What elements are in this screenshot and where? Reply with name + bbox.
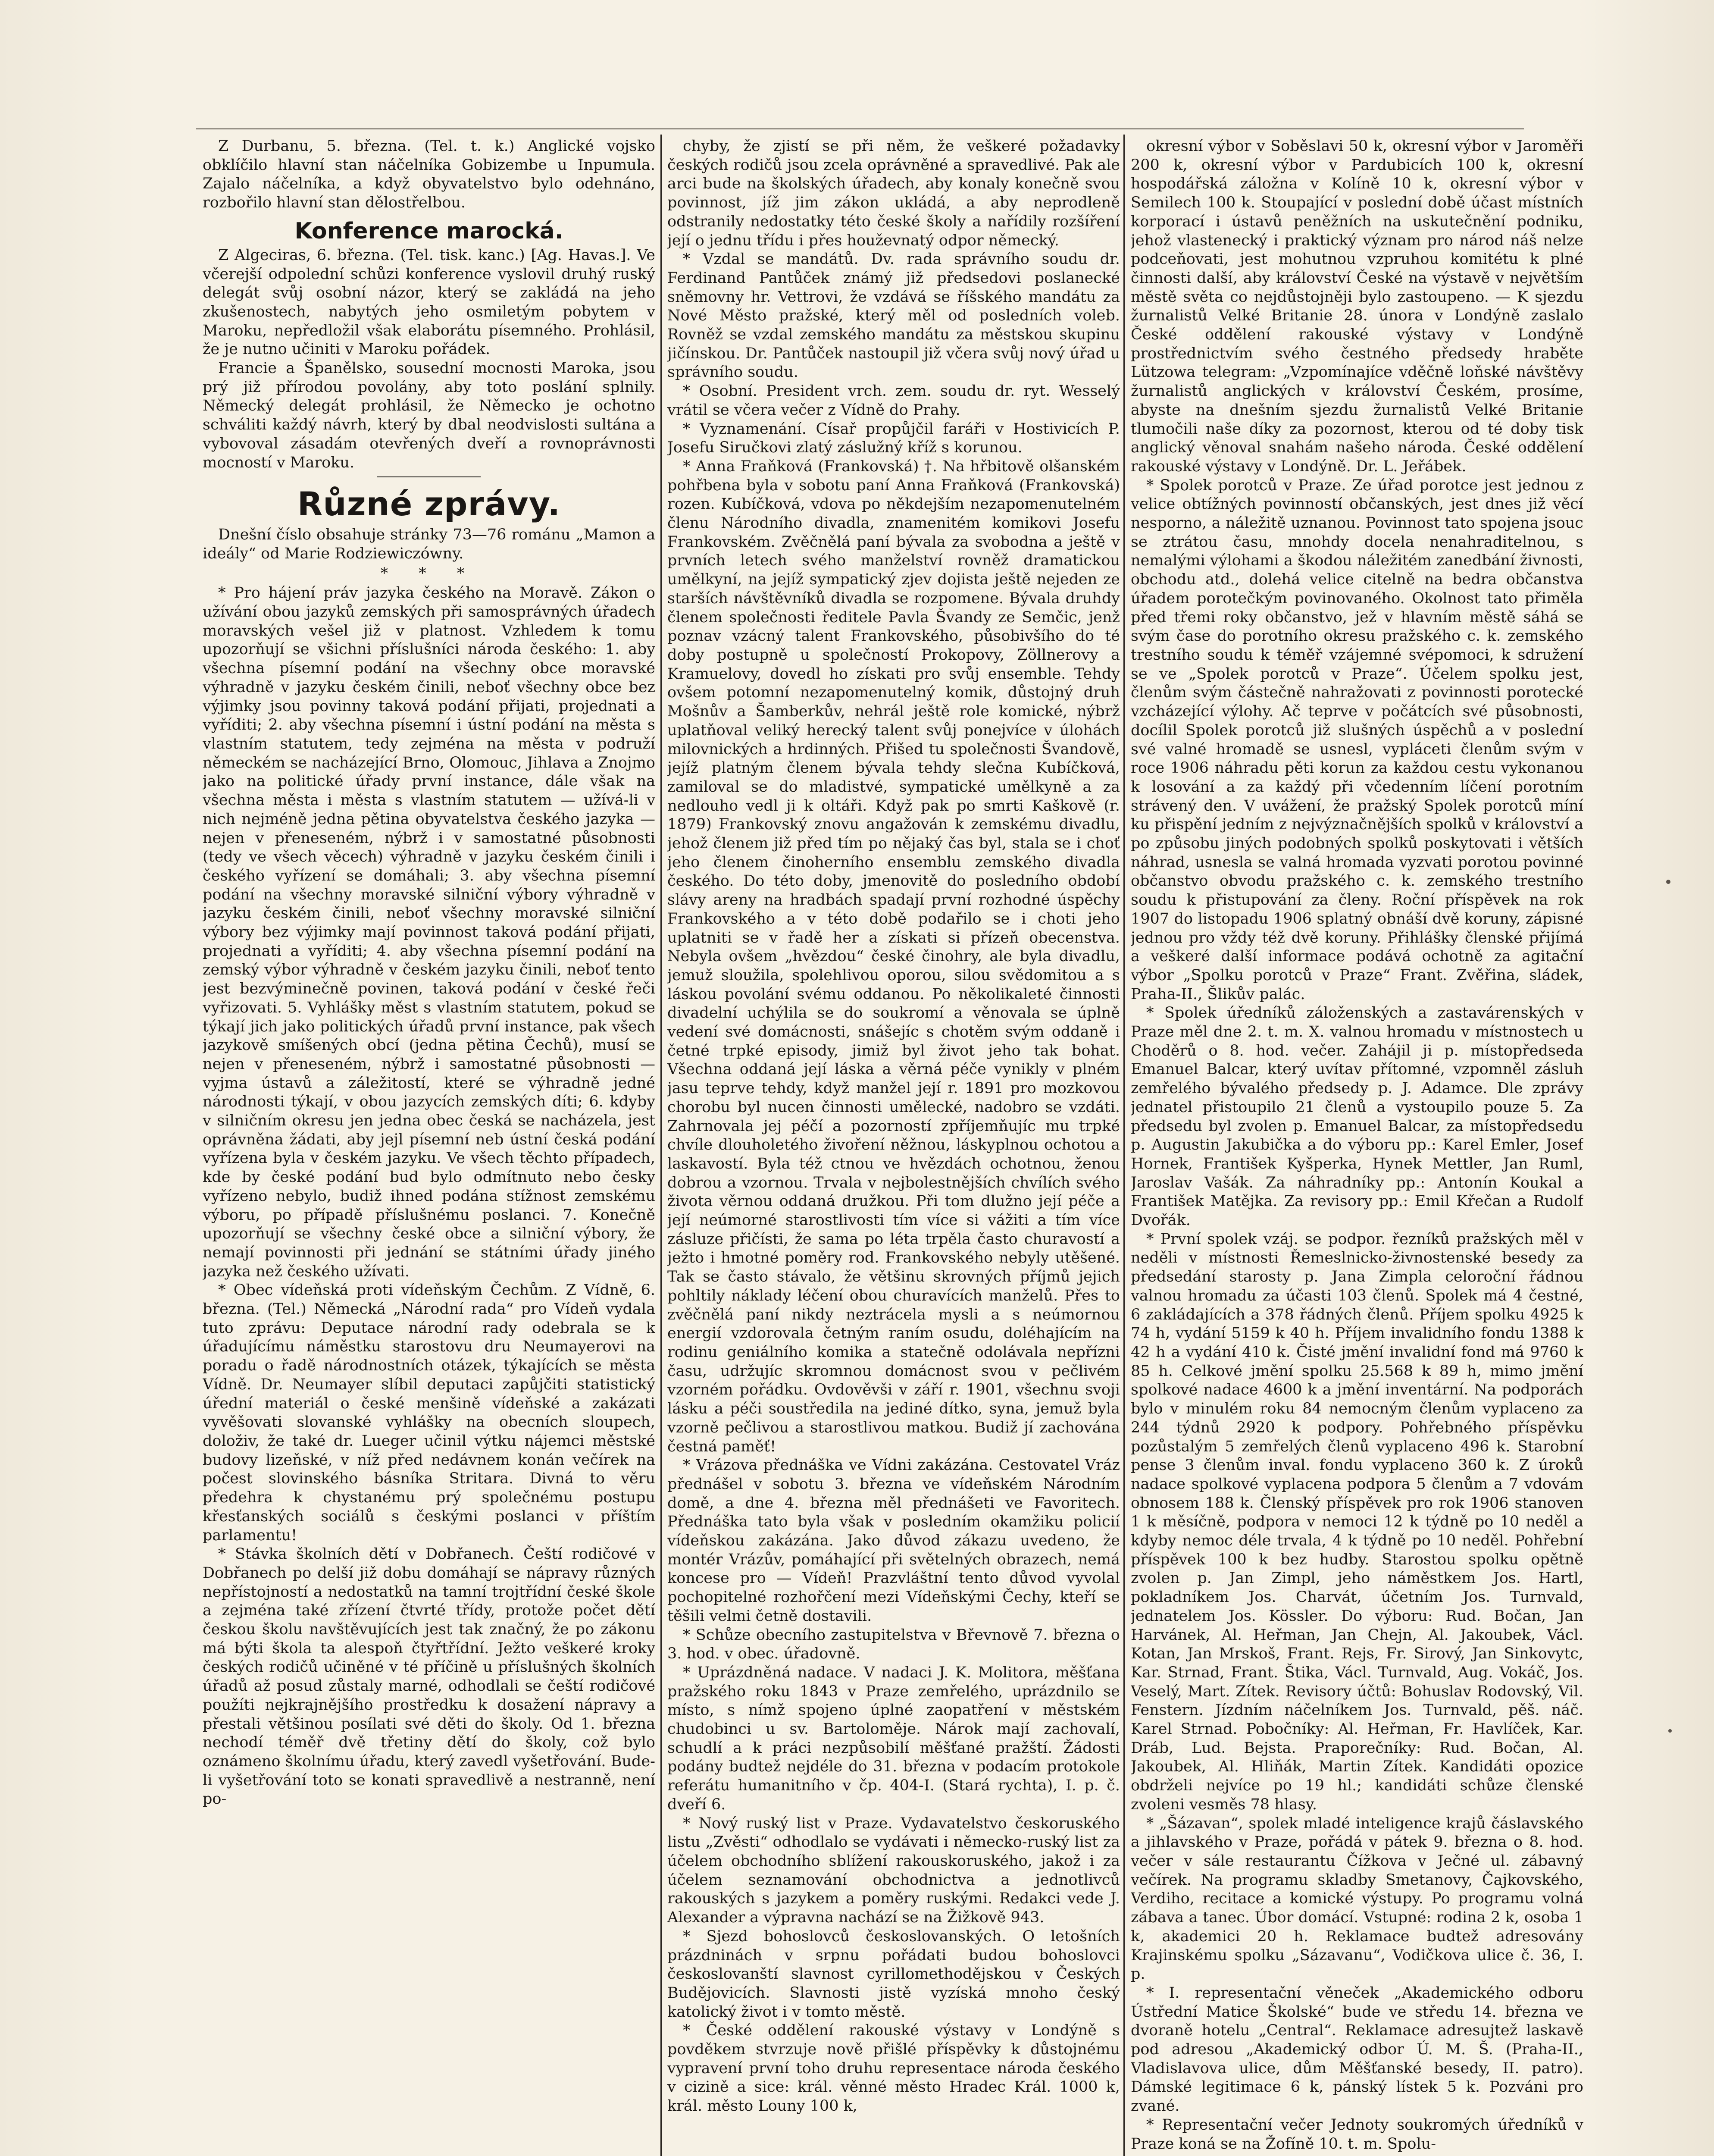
news-item-algeciras-cont: Francie a Španělsko, sousední mocnosti Maroka, jsou prý již přírodou povolány, aby toto poslání splnily. Německý delegát prohlásil, že Německo je ochotno schváliti každý návrh, který by dbal neodvislosti sultána a vybovoval zásadám otevřených dveří a rovnoprávnosti mocností v Maroku.: [203, 360, 655, 471]
news-item-spolek-reznicku: * První spolek vzáj. se podpor. řezníků pražských měl v neděli v místnosti Řemeslnicko-živnostenské besedy za předsedání starosty p. Jana Zimpla celoroční řádnou valnou hromadu za účasti 103 členů. Spolek má 4 čestné, 6 zakládajících a 378 řádných členů. Příjem spolku 4925 k 74 h, vydání 5159 k 40 h. Příjem invalidního fondu 1388 k 42 h a vydání 410 k. Čisté jmění invalidní fond má 9760 k 85 h. Celkové jmění spolku 25.568 k 89 h, mimo jmění spolkové nadace 4600 k a jmění inventární. Na podporách bylo v minulém roku 84 nemocným členům vyplaceno za 244 týdnů 2920 k podpory. Pohřebného příspěvku pozůstalým 5 zemřelých členů vyplaceno 496 k. Starobní pense 3 členům inval. fondu vyplaceno 360 k. Z úroků nadace spolkové vyplacena podpora 5 členům a 7 vdovám obnosem 188 k. Členský příspěvek pro rok 1906 stanoven 1 k měsíčně, podpora v nemoci 12 k týdně po 10 neděl a kdyby nemoc déle trvala, 4 k týdně po 10 neděl. Pohřební příspěvek 100 k bez hudby. Starostou spolku opětně zvolen p. Jan Zimpl, jeho náměstkem Jos. Hartl, pokladníkem Jos. Charvát, účetním Jos. Turnvald, jednatelem Jos. Kössler. Do výboru: Rud. Bočan, Jan Harvánek, Al. Heřman, Jan Chejn, Al. Jakoubek, Václ. Kotan, Jan Mrskoš, Frant. Rejs, Fr. Sirový, Jan Sinkovytc, Kar. Strnad, Frant. Štika, Václ. Turnvald, Aug. Vokáč, Jos. Veselý, Mart. Zítek. Revisory účtů: Bohuslav Rodovský, Vil. Fenstern. Jízdním náčelníkem Jos. Turnvald, pěš. náč. Karel Strnad. Pobočníky: Al. Heřman, Fr. Havlíček, Kar. Dráb, Lud. Bejsta. Praporečníky: Rud. Bočan, Al. Jakoubek, Al. Hliňák, Martin Zítek. Kandidáti opozice obdrželi nejvíce po 19 hl.; kandidáti schůze členské zvoleni vesměs 78 hlasy.: [1131, 1230, 1583, 1813]
news-item-obec-videnska: * Obec vídeňská proti vídeňským Čechům. Z Vídně, 6. března. (Tel.) Německá „Národní rada“ pro Vídeň vydala tuto zprávu: Deputace národní rady odebrala se k úřadujícímu náměstku starostovu dru Neumayerovi na poradu o řadě národnostních otázek, týkajících se města Vídně. Dr. Neumayer slíbil deputaci zapůjčiti statistický úřední materiál o české menšině vídeňské a zakázati vyvěšovati slovanské vyhlášky na obecních sloupech, doloživ, že také dr. Lueger učinil výtku nájemci městské budovy lizeňské, v níž před nedávnem konán večírek na počest slovinského básníka Stritara. Divná to věru předehra k chystanému prý společnému postupu křesťanských sociálů s českými poslanci v příštím parlamentu!: [203, 1282, 655, 1544]
news-item-stavka-cont: chyby, že zjistí se při něm, že veškeré požadavky českých rodičů jsou zcela oprávněné a spravedlivé. Pak ale arci bude na školských úřadech, aby konaly konečně svou povinnost, jíž jim zákon ukládá, a aby neprodleně odstranily nedostatky této české školy a nařídily rozšíření její o jednu třídu i přes houževnatý odpor německý.: [667, 138, 1120, 249]
section-heading-konference: Konference marocká.: [294, 218, 563, 244]
news-item-vystava-cont: okresní výbor v Soběslavi 50 k, okresní výbor v Jaroměři 200 k, okresní výbor v Pardubicích 100 k, okresní hospodářská záložna v Kolíně 10 k, okresní výbor v Semilech 100 k. Stoupající v poslední době účast místních korporací i ústavů peněžních na uskutečnění podniku, jehož vlastenecký i praktický význam pro národ náš nelze podceňovati, jest mohutnou vzpruhou komitétu k plné činnosti další, aby království České na výstavě v největším městě světa co nejdůstojněji bylo zastoupeno. — K sjezdu žurnalistů Velké Britanie 28. února v Londýně zaslalo České oddělení rakouské výstavy v Londýně prostřednictvím svého čestného předsedy hraběte Lützowa telegram: „Vzpomínajíce vděčně loňské návštěvy žurnalistů anglických v království Českém, prosíme, abyste na dnešním sjezdu žurnalistů Velké Britanie tlumočili naše díky za pozornost, kterou od té doby tisk anglický věnoval snahám našeho národa. České oddělení rakouské výstavy v Londýně. Dr. L. Jeřábek.: [1131, 138, 1583, 475]
news-item-venecek: * I. representační věneček „Akademického odboru Ústřední Matice Školské“ bude ve středu 14. března ve dvoraně hotelu „Central“. Reklamace adresujtež laskavě pod adresou „Akademický odbor Ú. M. Š. (Praha-II., Vladislavova ulice, dům Měšťanské besedy, II. patro). Dámské legitimace 6 k, pánský lístek 5 k. Pozváni pro zvané.: [1131, 1984, 1583, 2115]
top-rule: [196, 128, 1524, 129]
news-item-osobni: * Osobní. President vrch. zem. soudu dr. ryt. Wesselý vrátil se včera večer z Vídně do Prahy.: [667, 382, 1120, 419]
section-divider: [377, 476, 481, 477]
news-item-jednota-uredniku: * Representační večer Jednoty soukromých úředníků v Praze koná se na Žofíně 10. t. m. Spolu-: [1131, 2116, 1583, 2153]
news-item-vraz-prednaska: * Vrázova přednáška ve Vídni zakázána. Cestovatel Vráz přednášel v sobotu 3. března ve vídeňském Národním domě, a dne 4. března měl přednášeti ve Favoritech. Přednáška tato byla však v posledním okamžiku policií vídeňskou zakázána. Jako důvod zákazu uvedeno, že montér Vrázův, pomáhající při světelných obrazech, nemá koncese pro — Vídeň! Prazvláštní tento důvod vyvolal pochopitelné rozhořčení mezi Vídeňskými Čechy, kteří se těšili velmi četně dostavili.: [667, 1457, 1120, 1625]
news-item-nadace: * Uprázdněná nadace. V nadaci J. K. Molitora, měšťana pražského roku 1843 v Praze zemřelého, uprázdnilo se místo, s nímž spojeno úplné zaopatření v městském chudobinci u sv. Bartoloměje. Nárok mají zachovalí, schudlí a k práci nezpůsobilí měšťané pražští. Žádosti podány budtež nejdéle do 31. března v podacím protokole referátu humanitního v čp. 404-I. (Stará rychta), I. p. č. dveří 6.: [667, 1664, 1120, 1813]
news-item-anna-frankova: * Anna Fraňková (Frankovská) †. Na hřbitově olšanském pohřbena byla v sobotu paní Anna Fraňková (Frankovská) rozen. Kubíčková, vdova po někdejším nezapomenutelném členu Národního divadla, znamenitém komikovi Josefu Frankovském. Zvěčnělá paní bývala za svobodna a ještě v prvních letech svého manželství rovněž dramatickou umělkyní, na jejíž sympatický zjev dojista ještě nejeden ze starších návštěvníků divadla se rozpomene. Bývala druhdy členem společnosti ředitele Pavla Švandy ze Semčic, jenž poznav vzácný talent Frankovského, působivšího do té doby postupně u společností Prokopovy, Zöllnerovy a Kramuelovy, dovedl ho získati pro svůj ensemble. Tehdy ovšem potomní nezapomenutelný komik, důstojný druh Mošnův a Šamberkův, nehrál ještě role komické, nýbrž uplatňoval veliký herecký talent svůj ponejvíce v úlohách milovnických a hrdinných. Přišed tu společnosti Švandově, jejíž platným členem bývala tehdy slečna Kubíčková, zamiloval se do mladistvé, sympatické umělkyně a za nedlouho vedl ji k oltáři. Když pak po smrti Kaškově (r. 1879) Frankovský znovu angažován k zemskému divadlu, jehož členem již před tím po nějaký čas byl, stala se i choť jeho členem činoherního ensemblu zemského divadla českého. Do této doby, jmenovitě do posledního období slávy areny na hradbách spadají první rozhodné úspěchy Frankovského a v této době podařilo se i choti jeho uplatniti se v řadě her a získati si přízeň obecenstva. Nebyla ovšem „hvězdou“ české činohry, ale byla divadlu, jemuž sloužila, spolehlivou oporou, silou svědomitou a s láskou povolání svému oddanou. Po několikaleté činnosti divadelní uchýlila se do soukromí a věnovala se úplně vedení své domácnosti, snášejíc s chotěm svým oddaně i četné trpké episody, jimiž byl život jeho tak bohat. Všechna oddaná její láska a věrná péče vynikly v plném jasu teprve tehdy, když manžel její r. 1891 pro mozkovou chorobu byl nucen činnosti umělecké, nadobro se vzdáti. Zahrnovala jej péčí a pozorností zpříjemňujíc mu trpké chvíle dlouholetého živoření něžnou, láskyplnou ochotou a laskavostí. Byla též ctnou ve hvězdách ochotnou, ženou dobrou a vzornou. Trvala v nejbolestnějších chvílích svého života věrnou oddaná družkou. Při tom dlužno její péče a její neúmorné starostlivosti tím více si vážiti a tím více zásluze přičísti, že sama po léta trpěla často churavostí a ježto i hmotné poměry rod. Frankovského nebyly utěšené. Tak se často stávalo, že většinu skrovných příjmů jejich pohltily náklady léčení obou churavících manželů. Přes to zvěčnělá paní nikdy neztrácela mysli a s neúmornou energií vzdorovala četným raním osudu, doléhajícím na rodinu geniálního komika a statečně odolávala nepřízni času, udržujíc skromnou domácnost svou v pečlivém vzorném pořádku. Ovdověvši v září r. 1901, všechnu svoji lásku a péči soustředila na jediné dítko, syna, jemuž byla vzorně pečlivou a starostlivou matkou. Budiž jí zachována čestná paměť!: [667, 458, 1120, 1455]
news-item-vystava-londyn: * České oddělení rakouské výstavy v Londýně s povděkem stvrzuje nově přišlé příspěvky k důstojnému vypravení první toho druhu representace národa českého v cizině a sice: král. věnné město Hradec Král. 1000 k, král. město Louny 100 k,: [667, 2022, 1120, 2115]
news-item-roman-note: Dnešní číslo obsahuje stránky 73—76 románu „Mamon a ideály“ od Marie Rodziewiczówny.: [203, 526, 655, 562]
column-2: [667, 137, 1120, 2156]
news-item-durban: Z Durbanu, 5. března. (Tel. t. k.) Anglické vojsko obklíčilo hlavní stan náčelníka Gobizembe u Inpumula. Zajalo náčelníka, a když obyvatelstvo bylo odehnáno, rozbořilo hlavní stan dělostřelbou.: [203, 138, 655, 212]
scan-speck-2: [1668, 1729, 1672, 1733]
column-rule-1: [660, 135, 662, 2156]
news-item-sjezd-bohoslovcu: * Sjezd bohoslovců českoslovanských. O letošních prázdninách v srpnu pořádati budou bohoslovci českoslovanští slavnost cyrillomethodějskou v Českých Budějovicích. Slavnosti jistě vyzíská mnoho český katolický život i v tomto městě.: [667, 1927, 1120, 2021]
scan-speck: [1666, 880, 1670, 884]
news-item-spolek-uredniku: * Spolek úředníků záloženských a zastavárenských v Praze měl dne 2. t. m. X. valnou hromadu v místnostech u Choděrů o 8. hod. večer. Zahájil ji p. místopředseda Emanuel Balcar, který uvítav přítomné, vzpomněl zásluh zemřelého bývalého předsedy p. J. Adamce. Dle zprávy jednatel přistoupilo 21 členů a vystoupilo pouze 5. Za předsedu byl zvolen p. Emanuel Balcar, za místopředsedu p. Augustin Jakubička a do výboru pp.: Karel Emler, Josef Hornek, František Kyšperka, Hynek Mettler, Jan Ruml, Jaroslav Vašák. Za náhradníky pp.: Antonín Koukal a František Matějka. Za revisory pp.: Emil Křečan a Rudolf Dvořák.: [1131, 1004, 1583, 1229]
news-item-vzdal-se-mandatu: * Vzdal se mandátů. Dv. rada správního soudu dr. Ferdinand Pantůček známý již předsedovi poslanecké sněmovny hr. Vettrovi, že vzdává se říšského mandátu za Nové Město pražské, který měl od posledních voleb. Rovněž se vzdal zemského mandátu za městskou skupinu jičínskou. Dr. Pantůček nastoupil již včera svůj nový úřad u správního soudu.: [667, 251, 1120, 381]
news-item-rusky-list: * Nový ruský list v Praze. Vydavatelstvo českoruského listu „Zvěsti“ odhodlalo se vydávati i německo-ruský list za účelem obchodního sblížení rakouskoruského, jakož i za účelem seznamování obchodnictva a jednotlivců rakouských s jazykem a poměry ruskými. Redakci vede J. Alexander a výpravna nachází se na Žižkově 943.: [667, 1814, 1120, 1927]
news-item-stavka-dobrany: * Stávka školních dětí v Dobřanech. Čeští rodičové v Dobřanech po delší již dobu domáhají se nápravy různých nepřístojností a nedostatků na tamní trojtřídní české škole a zejména také zřízení čtvrté třídy, protože počet dětí českou školu navštěvujících jest tak značný, že po zákonu má býti škola ta alespoň čtyřtřídní. Ježto veškeré kroky českých rodičů učiněné v té příčině u příslušných školních úřadů až posud zůstaly marné, odhodlali se čeští rodičové použíti nejkrajnějšího prostředku k dosažení nápravy a přestali většinou posílati své děti do školy. Od 1. března nechodí téměř dvě třetiny dětí do školy, což bylo oznámeno školnímu úřadu, který zavedl vyšetřování. Bude-li vyšetřování toto se konati spravedlivě a nestranně, není po-: [203, 1545, 655, 1808]
news-item-vyznamenani: * Vyznamenání. Císař propůjčil faráři v Hostivicích P. Josefu Siručkovi zlatý záslužný kříž s korunou.: [667, 420, 1120, 457]
column-1: [203, 137, 655, 2156]
news-item-spolek-porotcu: * Spolek porotců v Praze. Ze úřad porotce jest jednou z velice obtížných povinností občanských, jest dnes již věcí nesporno, a náležitě uznanou. Povinnost tato spojena jsouc se ztrátou času, mnohdy docela nenahraditelnou, s nemalými výlohami a škodou náležitém zanedbání živnosti, obchodu atd., dolehá velice citelně na bedra občanstva úřadem porotečkým povinovaného. Okolnost tato přiměla před třemi roky občanstvo, jež v hlavním městě sáhá se svým čase do porotního okresu pražského c. k. zemského trestního soudu k téměř vzájemné svépomoci, k sdružení se ve „Spolek porotců v Praze“. Účelem spolku jest, členům svým částečně nahražovati z povinnosti porotecké vzcházející výlohy. Ač teprve v počátcích své působnosti, docílil Spolek porotců již slušných úspěchů a v poslední své valné hromadě se usnesl, vypláceti členům svým v roce 1906 náhradu pěti korun za každou cestu vykonanou k losování a za každý při včedenním líčení porotním strávený den. V uvážení, že pražský Spolek porotců míní ku přispění jedním z nejvýznačnějších spolků v království a po způsobu jiných podobných spolků poskytovati i větších náhrad, usnesla se valná hromada vyzvati porotou povinné občanstvo obvodu pražského c. k. zemského trestního soudu k přistupování za členy. Roční příspěvek na rok 1907 do listopadu 1906 splatný obnáší dvě koruny, zápisné jednou pro vždy též dvě koruny. Přihlášky členské přijímá a veškeré další informace podává ochotně za agitační výbor „Spolku porotců v Praze“ Frant. Zvěřina, sládek, Praha-II., Šlikův palác.: [1131, 476, 1583, 1003]
column-3: [1131, 137, 1583, 2156]
column-rule-2: [1123, 135, 1125, 2156]
news-item-sazavan: * „Šázavan“, spolek mladé inteligence krajů čáslavského a jihlavského v Praze, pořádá v pátek 9. března o 8. hod. večer v sále restaurantu Čížkova v Ječné ul. zábavný večírek. Na programu skladby Smetanovy, Čajkovského, Verdiho, recitace a komické výstupy. Po programu volná zábava a tanec. Úbor domácí. Vstupné: rodina 2 k, osoba 1 k, akademici 20 h. Reklamace budtež adresovány Krajinskému spolku „Sázavanu“, Vodičkova ulice č. 36, I. p.: [1131, 1814, 1583, 1983]
asterism: * * *: [380, 564, 478, 582]
news-item-jazyk-cesky: * Pro hájení práv jazyka českého na Moravě. Zákon o užívání obou jazyků zemských při samosprávných úřadech moravských vešel již v platnost. Vzhledem k tomu upozorňují se všichni příslušníci národa českého: 1. aby všechna písemní podání na všechny obce moravské výhradně v jazyku českém činili, neboť všechny obce bez výjimky jsou povinny taková podání přijati, projednati a vyříditi; 2. aby všechna písemní i ústní podání na města s vlastním statutem, tedy zejména na města v podruží německém se nacházející Brno, Olomouc, Jihlava a Znojmo jako na politické úřady první instance, dále však na všechna města i města s vlastním statutem — užívá-li v nich nejméně jedna pětina obyvatelstva českého jazyka — nejen v přeneseném, nýbrž i v samostatné působnosti (tedy ve všech věcech) výhradně v jazyku českém činili i českého vyřízení se domáhali; 3. aby všechna písemní podání na všechny moravské silniční výbory výhradně v jazyku českém činili, neboť všechny moravské silniční výbory bez výjimky mají povinnost taková podání přijati, projednati a vyříditi; 4. aby všechna písemní podání na zemský výbor výhradně v českém jazyku činili, neboť tento jest bezvýminečně povinen, taková podání v české řeči vyřizovati. 5. Vyhlášky měst s vlastním statutem, pokud se týkají jich jako politických úřadů první instance, pak všech jazykově smíšených obcí (jedna pětina Čechů), musí se nejen v přeneseném, nýbrž i samostatné působnosti — vyjma ústavů a záležitostí, které se výhradně jedné národnosti týkají, v obou jazycích zemských díti; 6. kdyby v silničním okresu jen jedna obec česká se nacházela, jest oprávněna žádati, aby jejl písemní neb ústní česká podání vyřízena byla v českém jazyku. Ve všech těchto případech, kde by české podání bud bylo odmítnuto nebo česky vyřízeno nebylo, budiž ihned podána stížnost zemskému výboru, po případě příslušnému poslanci. 7. Konečně upozorňují se všechny české obce a silniční výbory, že nemají povinnosti při jednání se státními úřady jiného jazyka než českého užívati.: [203, 584, 655, 1280]
news-item-algeciras: Z Algeciras, 6. března. (Tel. tisk. kanc.) [Ag. Havas.]. Ve včerejší odpolední schůzi konference vyslovil druhý ruský delegát svůj osobní názor, který se zakládá na jeho zkušenostech, nabytých jeho osmiletým pobytem v Maroku, nepředložil však elaborátu písemného. Prohlásil, že je nutno učiniti v Maroku pořádek.: [203, 246, 655, 358]
section-heading-ruzne-zpravy: Různé zprávy.: [297, 485, 561, 523]
news-item-schuze-brevnov: * Schůze obecního zastupitelstva v Břevnově 7. března o 3. hod. v obec. úřadovně.: [667, 1626, 1120, 1663]
